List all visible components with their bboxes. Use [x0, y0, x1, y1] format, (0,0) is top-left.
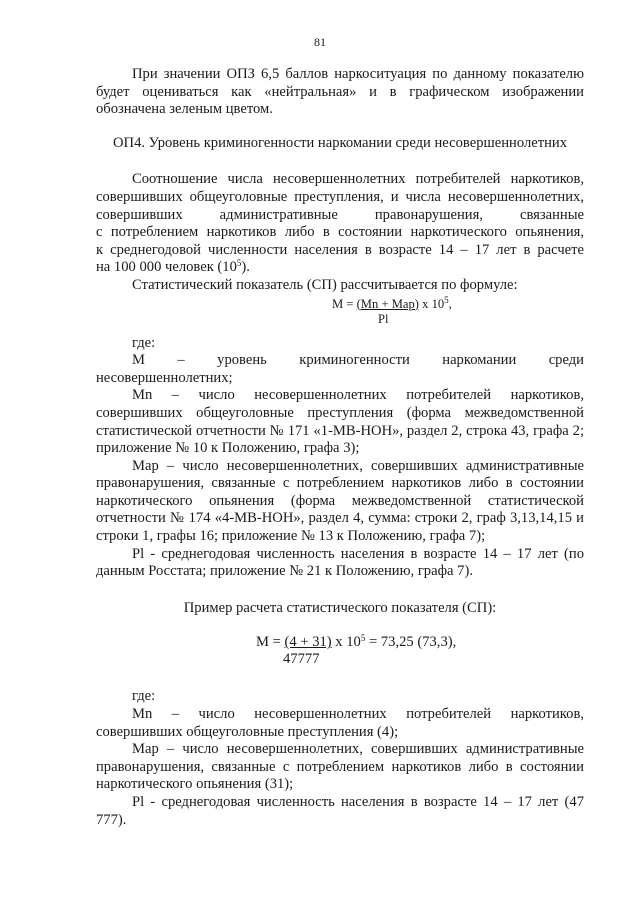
formula-exponent: 5	[444, 294, 449, 305]
formula	[332, 294, 584, 327]
section-title: ОП4. Уровень криминогенности наркомании среди несовершеннолетних	[112, 134, 567, 151]
definition-line: с потреблением наркотиков либо в состоянии наркотического опьянения,	[96, 224, 584, 241]
page-content	[96, 66, 584, 829]
where-label: где:	[132, 334, 156, 351]
definition-line: совершивших общеуголовные преступления, и числа несовершеннолетних,	[96, 188, 584, 205]
definition-line: Соотношение числа несовершеннолетних потребителей наркотиков,	[132, 171, 584, 188]
example-definition-mn: Mn – число несовершеннолетних потребителей наркотиков, совершивших общеуголовные преступления (4);	[96, 706, 584, 740]
example-formula-main-line	[256, 634, 584, 651]
example-definition-pl: Pl - среднегодовая численность населения в возрасте 14 – 17 лет (47 777).	[96, 794, 584, 828]
example-formula-result: = 73,25 (73,3),	[365, 634, 457, 651]
definition-text: на 100 000 человек (10	[96, 259, 237, 276]
formula-main-line	[332, 294, 584, 312]
definition-paragraph	[96, 171, 584, 277]
intro-paragraph: При значении ОПЗ 6,5 баллов наркоситуация по данному показателю будет оцениваться как «нейтральная» и в графическом изображении обозначена зеленым цветом.	[96, 66, 584, 118]
definition-line: к среднегодовой численности населения в возрасте 14 – 17 лет в расчете	[96, 241, 584, 258]
definition-line: совершивших административные правонарушения, связанные	[96, 206, 584, 223]
formula-intro: Статистический показатель (СП) рассчитывается по формуле:	[132, 276, 518, 293]
example-formula	[256, 634, 584, 668]
example-formula-denominator: 47777	[283, 651, 320, 668]
page-number: 81	[314, 35, 326, 49]
example-where-label: где:	[132, 688, 156, 705]
definition-m-continued: несовершеннолетних;	[96, 369, 233, 386]
example-title: Пример расчета статистического показателя (СП):	[183, 599, 497, 616]
formula-tail: ,	[448, 296, 452, 311]
definition-line	[96, 259, 584, 277]
definition-pl: Pl - среднегодовая численность населения в возрасте 14 – 17 лет (по данным Росстата; приложение № 21 к Положению, графа 7).	[96, 545, 584, 580]
definition-m: M – уровень криминогенности наркомании среди	[132, 352, 584, 369]
example-formula-lhs: M =	[256, 634, 285, 651]
example-formula-numerator: (4 + 31)	[284, 634, 332, 651]
formula-multiplier: x 10	[418, 296, 445, 311]
definition-map: Map – число несовершеннолетних, совершивших административные правонарушения, связанные с потреблением наркотиков либо в состоянии наркотического опьянения (форма межведомственной статистической отчетности № 174 «4-МВ-НОН», раздел 4, сумма: строки 2, граф 3,13,14,15 и строки 1, графы 16; приложение № 13 к Положению, графа 7);	[96, 457, 584, 545]
example-definition-map: Map – число несовершеннолетних, совершивших административные правонарушения, связанные с потреблением наркотиков либо в состоянии наркотического опьянения (31);	[96, 741, 584, 793]
formula-lhs: M =	[332, 296, 357, 311]
formula-denominator: Pl	[378, 311, 389, 326]
definition-text-end: ).	[241, 259, 250, 276]
definition-mn: Mn – число несовершеннолетних потребителей наркотиков, совершивших общеуголовные преступления (форма межведомственной статистической отчетности № 171 «1-МВ-НОН», раздел 2, строка 43, графа 2; приложение № 10 к Положению, графа 3);	[96, 387, 584, 457]
definition-exponent: 5	[236, 258, 242, 269]
example-formula-multiplier: x 10	[331, 634, 361, 651]
formula-numerator: (Mn + Map)	[356, 296, 419, 311]
example-formula-exponent: 5	[360, 633, 366, 644]
